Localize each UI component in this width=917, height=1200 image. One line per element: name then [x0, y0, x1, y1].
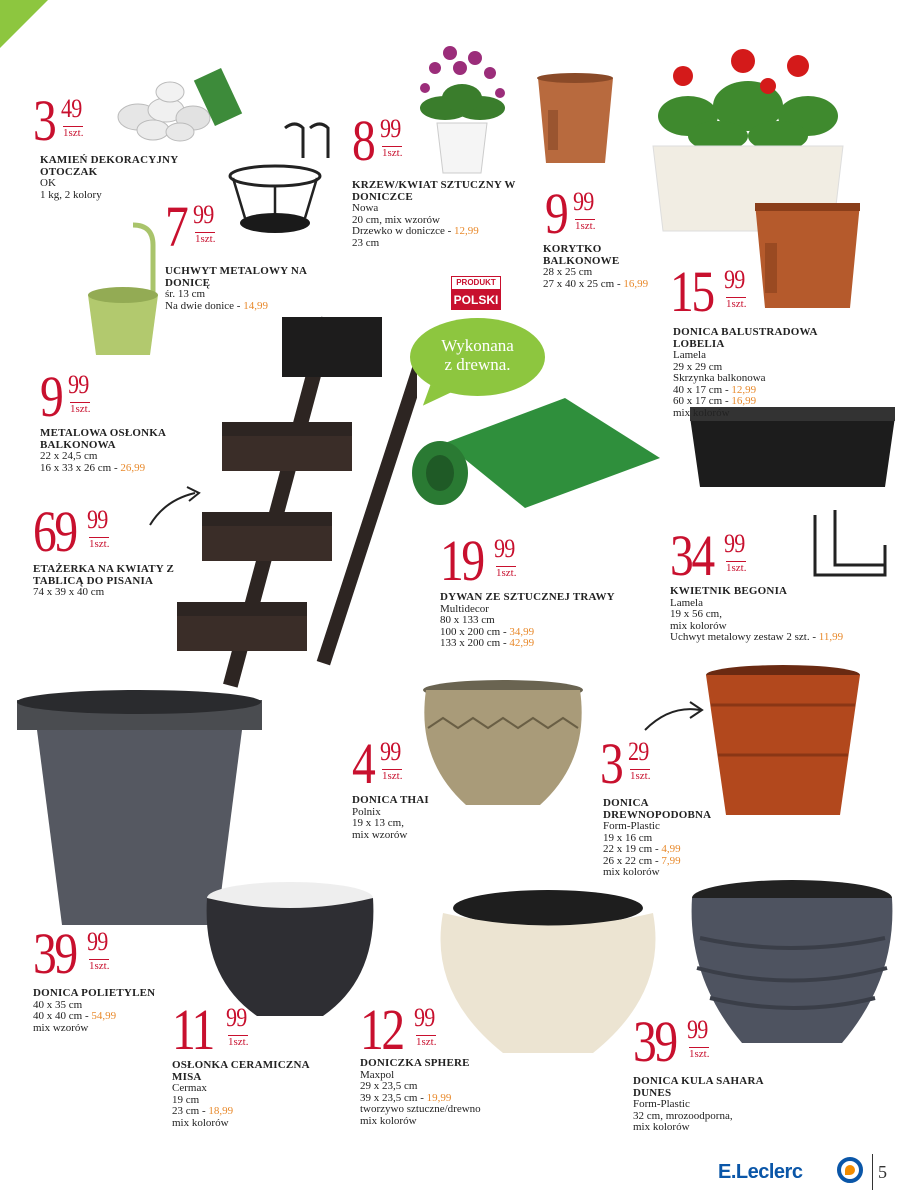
product-name: DONICA BALUSTRADOWA LOBELIA	[673, 326, 818, 350]
product-name: METALOWA OSŁONKA BALKONOWA	[40, 427, 166, 451]
variant-price: 12,99	[731, 383, 757, 396]
price-etazerka	[33, 499, 110, 564]
grass-rug-image	[405, 398, 665, 518]
product-detail: 74 x 39 x 40 cm	[33, 586, 105, 598]
wood-pot-image	[703, 665, 863, 820]
metal-planter-image	[78, 220, 168, 365]
variant-price: 4,99	[661, 843, 681, 855]
arrow-icon	[145, 485, 205, 530]
variant-price: 42,99	[509, 637, 535, 649]
product-detail: 80 x 133 cm	[440, 614, 495, 626]
corner-accent	[0, 0, 48, 48]
wood-bubble	[410, 318, 545, 396]
balcony-trough-image	[533, 70, 618, 170]
variant-price: 14,99	[243, 299, 268, 312]
price-thai	[352, 731, 403, 796]
sphere-pot-image	[433, 888, 663, 1058]
price-polietylen	[33, 921, 110, 986]
price-main: 39	[633, 1009, 676, 1074]
product-variant: 22 x 19 cm - 4,99	[603, 843, 681, 855]
price-main: 8	[352, 108, 374, 173]
price-main: 34	[670, 523, 713, 588]
price-misa	[172, 997, 249, 1062]
product-name: KORYTKO BALKONOWE	[543, 243, 620, 267]
price-main: 4	[352, 731, 374, 796]
product-detail: 23 cm	[352, 236, 380, 249]
variant-price: 16,99	[731, 395, 757, 407]
variant-price: 26,99	[120, 461, 146, 474]
variant-price: 18,99	[208, 1105, 234, 1117]
product-detail: 29 x 23,5 cm	[360, 1080, 418, 1092]
price-cents: 99	[724, 529, 745, 558]
product-variant: Uchwyt metalowy zestaw 2 szt. - 11,99	[670, 631, 844, 643]
product-name: KRZEW/KWIAT SZTUCZNY W DONICZCE	[352, 179, 516, 203]
product-variant: 60 x 17 cm - 16,99	[673, 395, 757, 407]
price-unit: 1szt.	[195, 233, 216, 245]
price-kwietnik	[670, 523, 747, 588]
price-unit: 1szt.	[496, 567, 517, 579]
price-main: 9	[40, 364, 62, 429]
desc-kwietnik	[670, 586, 880, 644]
price-unit: 1szt.	[70, 403, 91, 415]
product-detail: Maxpol	[360, 1068, 395, 1081]
page-number: 5	[878, 1162, 887, 1182]
product-detail: mix kolorów	[670, 619, 727, 632]
product-detail: mix kolorów	[172, 1116, 229, 1129]
price-cents: 99	[380, 114, 401, 143]
price-korytko	[545, 181, 596, 246]
product-detail: 1 kg, 2 kolory	[40, 188, 102, 201]
price-main: 9	[545, 181, 567, 246]
product-detail: Nowa	[352, 202, 379, 214]
sahara-pot-image	[685, 878, 900, 1048]
product-detail: Lamela	[673, 349, 706, 361]
product-detail: 28 x 25 cm	[543, 266, 593, 278]
price-unit: 1szt.	[575, 220, 596, 232]
price-unit: 1szt.	[726, 562, 747, 574]
price-unit: 1szt.	[416, 1036, 437, 1048]
desc-etazerka	[33, 564, 193, 599]
product-detail: 22 x 24,5 cm	[40, 450, 98, 462]
product-variant: 27 x 40 x 25 cm - 16,99	[543, 277, 649, 290]
product-detail: mix kolorów	[633, 1121, 690, 1133]
price-cents: 99	[193, 200, 214, 229]
product-name: DYWAN ZE SZTUCZNEJ TRAWY	[440, 591, 615, 603]
product-detail: Multidecor	[440, 602, 489, 615]
price-dywan	[440, 528, 517, 593]
product-detail: Form-Plastic	[603, 820, 660, 832]
product-detail: mix wzorów	[33, 1021, 89, 1034]
price-cents: 99	[414, 1003, 435, 1032]
product-detail: Form-Plastic	[633, 1098, 690, 1110]
price-unit: 1szt.	[382, 147, 403, 159]
product-detail: tworzywo sztuczne/drewno	[360, 1103, 481, 1115]
badge-bottom: POLSKI	[451, 290, 501, 310]
product-detail: 19 cm	[172, 1093, 200, 1106]
variant-price: 54,99	[91, 1010, 117, 1022]
product-detail: śr. 13 cm	[165, 288, 206, 300]
product-detail: mix kolorów	[360, 1114, 417, 1127]
product-variant: 39 x 23,5 cm - 19,99	[360, 1091, 452, 1104]
badge-top: PRODUKT	[451, 276, 501, 290]
product-name: ETAŻERKA NA KWIATY Z TABLICĄ DO PISANIA	[33, 563, 175, 587]
product-name: KWIETNIK BEGONIA	[670, 585, 788, 597]
artificial-plant-image	[405, 38, 520, 178]
price-cents: 99	[494, 534, 515, 563]
price-balustradowa	[670, 259, 747, 324]
product-variant: 23 cm - 18,99	[172, 1105, 234, 1117]
price-main: 11	[172, 997, 213, 1062]
leclerc-emblem-icon	[837, 1157, 863, 1183]
price-cents: 99	[380, 737, 401, 766]
desc-dywan	[440, 592, 640, 650]
product-detail: 19 x 56 cm,	[670, 608, 722, 620]
product-detail: Cermax	[172, 1082, 207, 1094]
price-main: 3	[600, 731, 622, 796]
product-detail: OK	[40, 177, 56, 189]
price-main: 3	[33, 88, 55, 153]
price-krzew	[352, 108, 403, 173]
product-name: KAMIEŃ DEKORACYJNY OTOCZAK	[40, 154, 178, 178]
plant-stand-image	[172, 312, 417, 692]
desc-korytko	[543, 244, 673, 290]
bubble-line1: Wykonana	[441, 336, 514, 355]
desc-balustradowa	[673, 327, 833, 419]
price-unit: 1szt.	[689, 1048, 710, 1060]
railing-pot-image	[750, 193, 865, 318]
product-name: DONICA DREWNOPODOBNA	[603, 797, 712, 821]
product-detail: 19 x 13 cm,	[352, 817, 404, 829]
product-variant: 26 x 22 cm - 7,99	[603, 854, 681, 867]
price-unit: 1szt.	[228, 1036, 249, 1048]
product-name: DONICA THAI	[352, 794, 429, 806]
price-cents: 99	[226, 1003, 247, 1032]
variant-price: 16,99	[623, 277, 649, 290]
price-main: 69	[33, 499, 76, 564]
product-variant: Na dwie donice - 14,99	[165, 299, 268, 312]
product-variant: 40 x 17 cm - 12,99	[673, 383, 757, 396]
variant-price: 34,99	[509, 625, 535, 638]
price-main: 19	[440, 528, 483, 593]
desc-thai	[352, 795, 472, 841]
price-unit: 1szt.	[63, 127, 84, 139]
price-cents: 99	[573, 187, 594, 216]
price-unit: 1szt.	[726, 298, 747, 310]
product-detail: Skrzynka balkonowa	[673, 372, 766, 384]
price-metalowa	[40, 364, 91, 429]
product-name: OSŁONKA CERAMICZNA MISA	[172, 1059, 310, 1083]
desc-misa	[172, 1060, 322, 1129]
desc-metalowa	[40, 428, 190, 474]
bubble-line2: z drewna.	[444, 355, 511, 374]
desc-sphere	[360, 1058, 530, 1127]
product-variant: Drzewko w doniczce - 12,99	[352, 225, 479, 237]
price-kamien	[33, 88, 84, 153]
price-unit: 1szt.	[630, 770, 651, 782]
metal-holder-image	[215, 118, 345, 248]
product-detail: 19 x 16 cm	[603, 831, 653, 844]
leclerc-logo	[718, 1155, 868, 1189]
product-detail: 29 x 29 cm	[673, 360, 723, 373]
product-name: UCHWYT METALOWY NA DONICĘ	[165, 265, 307, 289]
product-detail: 32 cm, mrozoodporna,	[633, 1109, 733, 1122]
product-detail: Lamela	[670, 596, 703, 609]
variant-price: 11,99	[818, 631, 844, 643]
desc-drewnopodobna	[603, 798, 733, 879]
price-cents: 99	[68, 370, 89, 399]
price-cents: 99	[87, 927, 108, 956]
desc-krzew	[352, 180, 527, 249]
variant-price: 12,99	[454, 225, 479, 237]
product-name: DONICA KULA SAHARA DUNES	[633, 1075, 764, 1099]
product-variant: 40 x 40 cm - 54,99	[33, 1010, 117, 1022]
price-unit: 1szt.	[89, 538, 110, 550]
product-variant: 133 x 200 cm - 42,99	[440, 637, 535, 649]
product-name: DONICZKA SPHERE	[360, 1057, 470, 1069]
price-cents: 49	[61, 94, 82, 123]
variant-price: 7,99	[661, 854, 681, 867]
product-detail: mix wzorów	[352, 828, 408, 841]
product-name: DONICA POLIETYLEN	[33, 987, 156, 999]
price-main: 7	[165, 194, 187, 259]
variant-price: 19,99	[426, 1091, 452, 1104]
price-main: 12	[360, 997, 403, 1062]
product-detail: 20 cm, mix wzorów	[352, 213, 440, 226]
product-variant: 100 x 200 cm - 34,99	[440, 625, 535, 638]
brand-text: E.Leclerc	[718, 1161, 803, 1183]
price-sahara	[633, 1009, 710, 1074]
price-unit: 1szt.	[89, 960, 110, 972]
product-detail: Polnix	[352, 805, 381, 818]
product-detail: 40 x 35 cm	[33, 998, 83, 1011]
footer-divider	[872, 1154, 873, 1190]
product-detail: mix kolorów	[603, 866, 660, 878]
price-drewnopodobna	[600, 731, 651, 796]
price-cents: 99	[87, 505, 108, 534]
produkt-polski-badge	[451, 276, 501, 312]
price-cents: 29	[628, 737, 649, 766]
price-unit: 1szt.	[382, 770, 403, 782]
arrow-icon-2	[640, 700, 705, 735]
desc-sahara	[633, 1076, 793, 1134]
price-main: 39	[33, 921, 76, 986]
ceramic-bowl-image	[200, 880, 380, 1020]
desc-polietylen	[33, 988, 183, 1034]
product-variant: 16 x 33 x 26 cm - 26,99	[40, 461, 146, 474]
bracket-image	[800, 505, 895, 595]
price-cents: 99	[724, 265, 745, 294]
desc-uchwyt	[165, 266, 325, 312]
price-cents: 99	[687, 1015, 708, 1044]
price-main: 15	[670, 259, 713, 324]
price-uchwyt	[165, 194, 216, 259]
price-sphere	[360, 997, 437, 1062]
product-detail: mix kolorów	[673, 406, 730, 419]
